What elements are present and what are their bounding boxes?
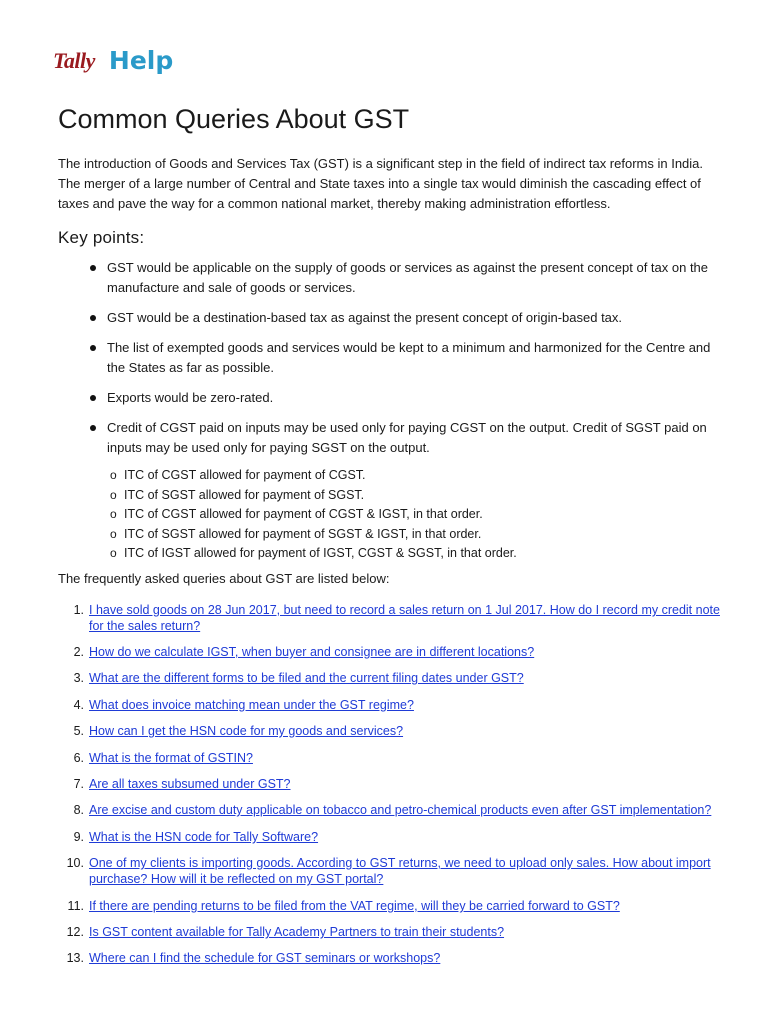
faq-link[interactable]: How do we calculate IGST, when buyer and consignee are in different locations?: [89, 645, 535, 659]
faq-number: 5.: [73, 724, 84, 738]
header: [53, 46, 173, 75]
faq-item: [58, 802, 728, 818]
key-point: GST would be a destination-based tax as against the present concept of origin-based tax.: [88, 308, 718, 328]
faq-item: [58, 855, 728, 887]
faq-number: 8.: [73, 803, 84, 817]
faq-item: [58, 723, 728, 739]
faq-link[interactable]: How can I get the HSN code for my goods and services?: [89, 724, 404, 738]
tally-logo[interactable]: Tally: [53, 47, 95, 73]
faq-item: [58, 670, 728, 686]
faq-number: 12.: [66, 925, 84, 939]
faq-number: 9.: [73, 830, 84, 844]
faq-number: 10.: [66, 856, 84, 870]
faq-number: 2.: [73, 645, 84, 659]
itc-rule: o ITC of CGST allowed for payment of CGST.: [110, 466, 517, 486]
faq-item: [58, 602, 728, 634]
itc-rule: o ITC of SGST allowed for payment of SGST.: [110, 486, 517, 506]
faq-number: 7.: [73, 777, 84, 791]
faq-number: 11.: [67, 899, 84, 913]
faq-intro: The frequently asked queries about GST are listed below:: [58, 571, 390, 586]
key-point: GST would be applicable on the supply of goods or services as against the present concept of tax on the manufacture and sale of goods or services.: [88, 258, 718, 298]
faq-link[interactable]: Where can I find the schedule for GST seminars or workshops?: [89, 951, 441, 965]
faq-link[interactable]: Are all taxes subsumed under GST?: [89, 777, 291, 791]
faq-item: [58, 776, 728, 792]
itc-rules-list: [110, 466, 517, 564]
faq-item: [58, 829, 728, 845]
key-point: The list of exempted goods and services would be kept to a minimum and harmonized for the Centre and the States as far as possible.: [88, 338, 718, 378]
faq-link[interactable]: Is GST content available for Tally Academy Partners to train their students?: [89, 925, 505, 939]
faq-number: 1.: [73, 603, 84, 617]
faq-number: 13.: [66, 951, 84, 965]
help-label: Help: [108, 46, 174, 75]
faq-item: [58, 644, 728, 660]
faq-item: [58, 898, 728, 914]
faq-item: [58, 950, 728, 966]
faq-item: [58, 924, 728, 940]
itc-rule: o ITC of CGST allowed for payment of CGST & IGST, in that order.: [110, 505, 517, 525]
faq-link[interactable]: Are excise and custom duty applicable on tobacco and petro-chemical products even after GST implementation?: [89, 803, 712, 817]
key-points-heading: Key points:: [58, 228, 145, 247]
faq-link[interactable]: What is the HSN code for Tally Software?: [89, 830, 319, 844]
faq-link[interactable]: What does invoice matching mean under the GST regime?: [89, 698, 414, 712]
faq-link[interactable]: What is the format of GSTIN?: [89, 751, 253, 765]
faq-link[interactable]: What are the different forms to be filed and the current filing dates under GST?: [89, 671, 524, 685]
itc-rule: o ITC of SGST allowed for payment of SGST & IGST, in that order.: [110, 525, 517, 545]
faq-number: 4.: [73, 698, 84, 712]
faq-item: [58, 697, 728, 713]
faq-item: [58, 750, 728, 766]
page-title: Common Queries About GST: [58, 104, 410, 134]
key-point: Exports would be zero-rated.: [88, 388, 718, 408]
key-points-list: [88, 258, 718, 458]
faq-number: 3.: [73, 671, 84, 685]
itc-rule: o ITC of IGST allowed for payment of IGST, CGST & SGST, in that order.: [110, 544, 517, 564]
faq-link[interactable]: One of my clients is importing goods. According to GST returns, we need to upload only sales. How about import purchase? How will it be reflected on my GST portal?: [89, 856, 711, 886]
intro-paragraph: The introduction of Goods and Services Tax (GST) is a significant step in the field of indirect tax reforms in India. The merger of a large number of Central and State taxes into a single tax would diminish the cascading effect of taxes and pave the way for a common national market, thereby making administration effortless.: [58, 156, 704, 211]
faq-link[interactable]: If there are pending returns to be filed from the VAT regime, will they be carried forward to GST?: [89, 899, 620, 913]
faq-link[interactable]: I have sold goods on 28 Jun 2017, but need to record a sales return on 1 Jul 2017. How do I record my credit note for the sales return?: [89, 603, 720, 633]
faq-number: 6.: [73, 751, 84, 765]
key-point: Credit of CGST paid on inputs may be used only for paying CGST on the output. Credit of SGST paid on inputs may be used only for paying SGST on the output.: [88, 418, 718, 458]
